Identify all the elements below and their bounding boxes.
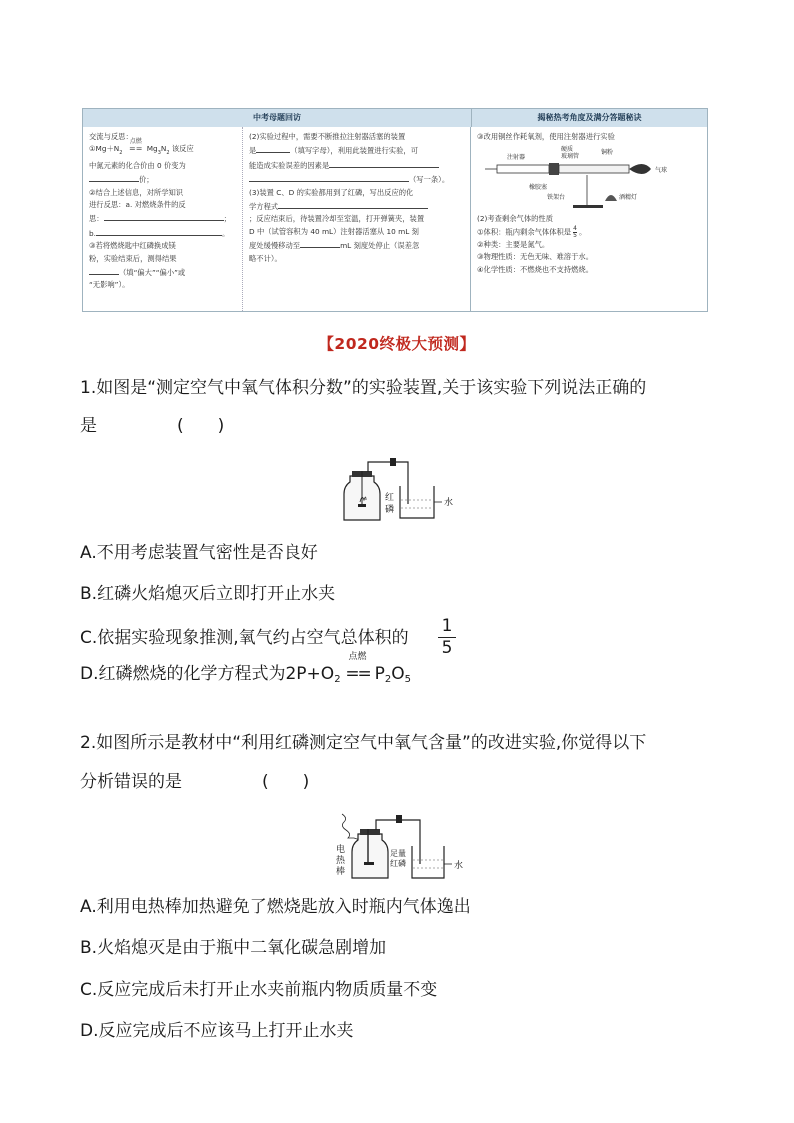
col1-line-text: 思： (89, 214, 104, 224)
q2-option-b[interactable]: B.火焰熄灭是由于瓶中二氧化碳急剧增加 (80, 938, 387, 958)
q2-label-phosphorus: 足量 (390, 849, 406, 858)
table-header (83, 109, 707, 127)
label-glass-2: 玻璃管 (561, 153, 580, 161)
review-table (82, 108, 708, 312)
table-header-left: 中考母题回访 (83, 109, 472, 127)
col1-line (89, 172, 236, 186)
q1-option-b[interactable]: B.红磷火焰熄灭后立即打开止水夹 (80, 584, 336, 604)
label-lamp: 酒精灯 (619, 194, 638, 202)
col2-line-text: （写一条）。 (409, 175, 450, 185)
reaction-condition: 点燃 (348, 652, 367, 662)
q1-clamp-shape (390, 458, 396, 466)
q2-wire-shape (342, 814, 360, 840)
answer-blank[interactable] (256, 143, 290, 153)
col2-line (249, 199, 464, 213)
q1-answer-parens[interactable]: ( ) (177, 416, 225, 436)
col3-line: ②种类：主要是氮气。 (477, 239, 550, 249)
q1-option-d-text: O (391, 664, 405, 684)
q1-option-c-fraction (438, 616, 456, 658)
table-column-3 (471, 127, 707, 311)
q2-bottle-shape (352, 834, 388, 878)
col1-eq-part: ①Mg＋N (89, 144, 120, 154)
col3-line-text: ①体积：瓶内剩余气体体积是 (477, 227, 572, 237)
q2-option-c[interactable]: C.反应完成后未打开止水夹前瓶内物质质量不变 (80, 980, 438, 1000)
answer-blank[interactable] (329, 158, 439, 168)
col1-line: 进行反思：a. 对燃烧条件的反 (89, 200, 186, 210)
q1-beaker-shape (400, 486, 434, 518)
q1-option-d[interactable]: D.红磷燃烧的化学方程式为$2P+O_2$ 点燃 == $P_2O_5$ (80, 652, 411, 685)
label-syringe: 注射器 (507, 154, 526, 162)
q1-option-d-sub: 2 (334, 674, 341, 685)
copper-apparatus-figure (477, 143, 677, 213)
q1-label-water: 水 (444, 498, 454, 508)
q2-label-water: 水 (454, 861, 464, 871)
col1-eq-condition: 点燃 (129, 138, 142, 146)
q2-stem-line-2 (80, 770, 309, 794)
q2-stem-line-1: 2.如图所示是教材中“利用红磷测定空气中氧气含量”的改进实验,你觉得以下 (80, 733, 647, 753)
col3-line: (2)考查剩余气体的性质 (477, 214, 554, 224)
answer-blank[interactable] (278, 199, 428, 209)
q2-label-rod: 电 (336, 845, 346, 855)
col3-line: ③改用铜丝作耗氧剂，使用注射器进行实验 (477, 132, 615, 141)
col2-line: (2)实验过程中，需要不断推拉注射器活塞的装置 (249, 132, 406, 141)
col1-line: b. 。 (89, 226, 236, 240)
lamp-shape (605, 195, 617, 201)
q2-stopper-shape (360, 829, 380, 835)
q1-stem-line-1: 1.如图是“测定空气中氧气体积分数”的实验装置,关于该实验下列说法正确的 (80, 378, 647, 398)
glass-tube-shape (559, 165, 629, 173)
answer-blank[interactable] (96, 226, 222, 236)
label-stand: 铁架台 (547, 194, 566, 202)
q2-clamp-shape (396, 815, 402, 823)
col2-line (249, 172, 464, 186)
answer-blank[interactable] (249, 172, 409, 182)
col1-line: 粉，实验结束后，测得结果 (89, 253, 177, 263)
col2-line-text: 度处缓慢移动至 (249, 241, 301, 251)
col2-line (249, 238, 464, 252)
col1-line: 中氮元素的化合价由 0 价变为 (89, 160, 186, 170)
label-copper: 铜粉 (601, 149, 614, 157)
fraction-numerator: 1 (438, 616, 456, 638)
col1-line: 思： ； (89, 211, 236, 225)
col3-line-text: 。 (578, 227, 587, 237)
table-column-1 (83, 127, 243, 311)
col2-line (249, 143, 464, 157)
q2-option-a[interactable]: A.利用电热棒加热避免了燃烧匙放入时瓶内气体逸出 (80, 897, 471, 917)
q1-stem-line-2 (80, 414, 224, 438)
q1-option-d-text: P (374, 664, 385, 684)
col2-line-text: （填写字母），利用此装置进行实验，可 (290, 146, 418, 156)
col3-line (477, 226, 701, 239)
col3-line: ③物理性质：无色无味、难溶于水。 (477, 252, 593, 262)
section-heading: 【2020终极大预测】 (318, 335, 476, 353)
col2-line-text: 学方程式 (249, 202, 279, 212)
q2-label-phosphorus-2: 红磷 (390, 859, 406, 868)
q2-label-rod-3: 棒 (336, 867, 346, 877)
col2-line: 略不计）。 (249, 253, 282, 263)
col2-line-text: mL 刻度处停止（误差忽 (340, 241, 420, 251)
label-glass: 硬质 (561, 146, 574, 154)
col1-line (89, 265, 236, 279)
q1-option-c[interactable]: C.依据实验现象推测,氧气约占空气总体积的 (80, 628, 409, 648)
label-stopper: 橡胶塞 (529, 184, 548, 192)
col1-line-text: 价； (139, 175, 154, 185)
col3-line: ④化学性质：不燃烧也不支持燃烧。 (477, 264, 593, 274)
col2-line-text: 能造成实验误差的因素是 (249, 160, 330, 170)
table-header-right: 揭秘热考角度及满分答题秘诀 (472, 109, 707, 127)
col2-line: (3)装置 C、D 的实验都用到了红磷，写出反应的化 (249, 187, 414, 197)
table-column-2 (243, 127, 471, 311)
col1-eq-part: 该反应 (169, 144, 194, 154)
fraction-denominator: 5 (441, 638, 453, 658)
stopper-shape (549, 163, 559, 175)
q1-option-d-sub: 2 (384, 674, 392, 685)
q1-apparatus-figure (338, 456, 468, 526)
label-balloon: 气球 (655, 167, 668, 175)
q2-beaker-shape (412, 846, 444, 878)
q2-stem-text: 分析错误的是 (80, 772, 182, 792)
q2-label-rod-2: 热 (336, 856, 346, 866)
q1-stem-text: 是 (80, 416, 97, 436)
answer-blank[interactable] (300, 238, 340, 248)
fraction-numerator: 4 (573, 224, 577, 232)
q1-option-a[interactable]: A.不用考虑装置气密性是否良好 (80, 543, 318, 563)
col1-line: ②结合上述信息，对所学知识 (89, 187, 184, 197)
col1-line: “无影响”）。 (89, 280, 130, 290)
q2-option-d[interactable]: D.反应完成后不应该马上打开止水夹 (80, 1021, 354, 1041)
q2-answer-parens[interactable]: ( ) (262, 772, 310, 792)
col2-line: ；反应结束后，待装置冷却至室温，打开弹簧夹，装置 (249, 214, 425, 224)
q1-label-phosphorus: 红 (385, 493, 395, 503)
col1-line: ③若将燃烧匙中红磷换成镁 (89, 241, 176, 251)
fraction-denominator: 5 (573, 231, 577, 239)
col2-line-text: 是 (249, 146, 257, 156)
col1-line-text: （填“偏大”“偏小”或 (119, 268, 186, 278)
answer-blank[interactable] (89, 172, 139, 182)
balloon-shape (629, 164, 651, 174)
answer-blank[interactable] (89, 265, 119, 275)
col1-line-text: b. (89, 228, 96, 238)
q1-option-d-text: D.红磷燃烧的化学方程式为2P+O (80, 664, 335, 684)
q1-label-phosphorus-2: 磷 (385, 505, 395, 515)
answer-blank[interactable] (104, 211, 224, 221)
q2-apparatus-figure (336, 812, 472, 884)
col1-eq-part: N (160, 144, 167, 154)
syringe-shape (497, 165, 549, 173)
col2-line (249, 158, 464, 172)
col1-line: 交流与反思： (89, 132, 133, 141)
col1-eq-part: Mg (146, 144, 158, 154)
q1-option-d-sub: 5 (404, 674, 411, 685)
col2-line: D 中（试管容积为 40 mL）注射器活塞从 10 mL 刻 (249, 226, 419, 236)
col1-equation: $①Mg+N_2$ 点燃 == $Mg_3N_2$ 该反应 (89, 138, 194, 157)
